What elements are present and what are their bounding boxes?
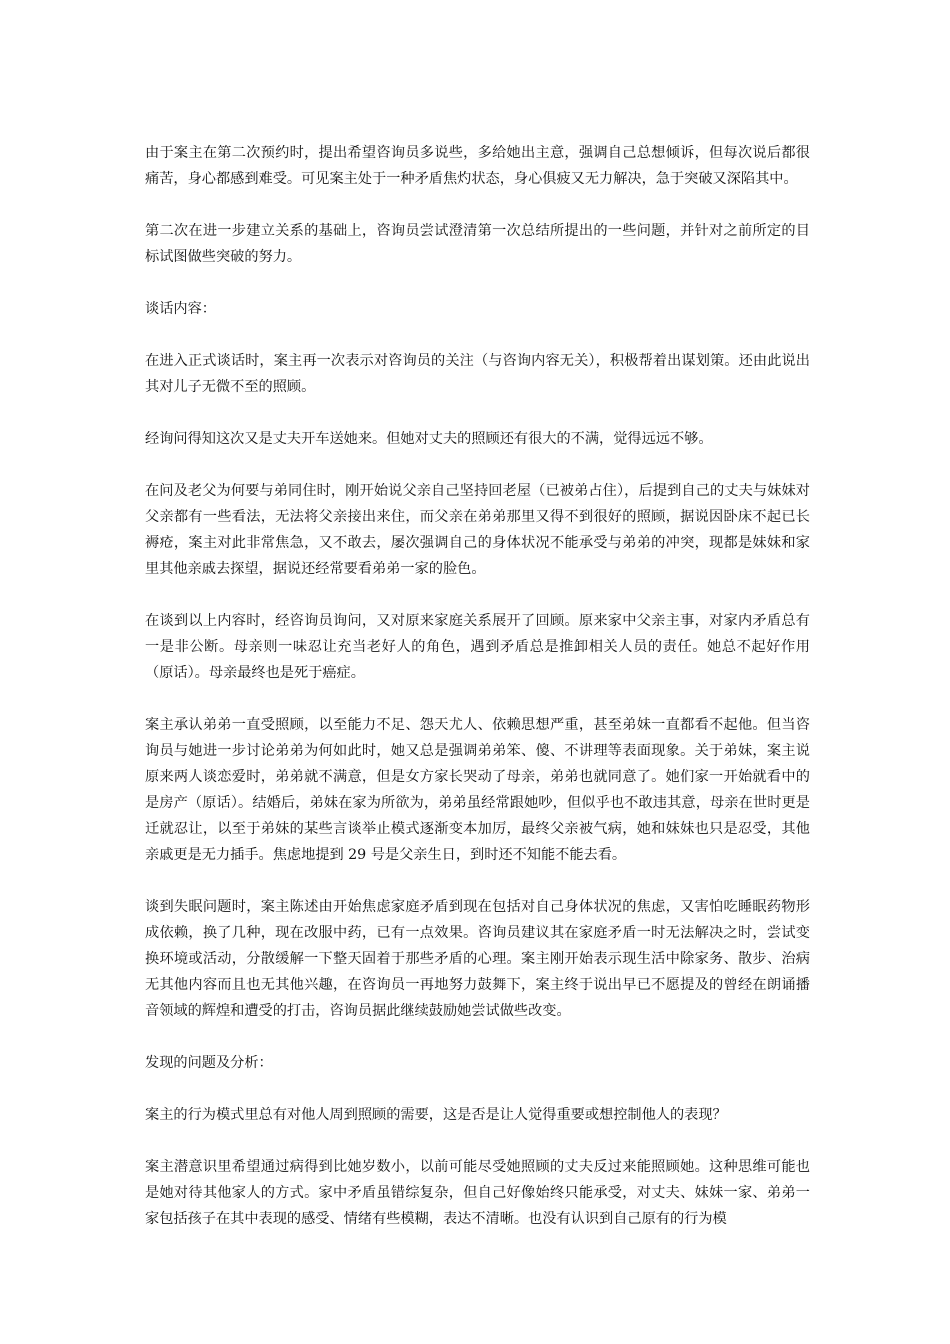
paragraph-analysis-question: 案主的行为模式里总有对他人周到照顾的需要，这是否是让人觉得重要或想控制他人的表现？ [145, 1107, 727, 1123]
paragraph-analysis-subconscious: 案主潜意识里希望通过病得到比她岁数小，以前可能尽受她照顾的丈夫反过来能照顾她。这种思维可能也是她对待其他家人的方式。家中矛盾虽错综复杂，但自己好像始终只能承受，对丈夫、妹妹一家、弟弟一家包括孩子在其中表现的感受、情绪有些模糊，表达不清晰。也没有认识到自己原有的行为模 [145, 1159, 810, 1227]
document-page [145, 140, 810, 1232]
section-heading-conversation: 谈话内容： [145, 301, 216, 317]
paragraph-conversation-start: 在进入正式谈话时，案主再一次表示对咨询员的关注（与咨询内容无关），积极帮着出谋划策。还由此说出其对儿子无微不至的照顾。 [145, 353, 810, 395]
paragraph-family-review: 在谈到以上内容时，经咨询员询问，又对原来家庭关系展开了回顾。原来家中父亲主事，对家内矛盾总有一是非公断。母亲则一味忍让充当老好人的角色，遇到矛盾总是推卸相关人员的责任。她总不起好作用（原话）。母亲最终也是死于癌症。 [145, 613, 810, 681]
paragraph-brother: 案主承认弟弟一直受照顾，以至能力不足、怨天尤人、依赖思想严重，甚至弟妹一直都看不起他。但当咨询员与她进一步讨论弟弟为何如此时，她又总是强调弟弟笨、傻、不讲理等表面现象。关于弟妹，案主说原来两人谈恋爱时，弟弟就不满意，但是女方家长哭动了母亲，弟弟也就同意了。她们家一开始就看中的是房产（原话）。结婚后，弟妹在家为所欲为，弟弟虽经常跟她吵，但似乎也不敢违其意，母亲在世时更是迁就忍让，以至于弟妹的某些言谈举止模式逐渐变本加厉，最终父亲被气病，她和妹妹也只是忍受，其他亲戚更是无力插手。焦虑地提到 29 号是父亲生日，到时还不知能不能去看。 [145, 717, 810, 863]
paragraph-insomnia: 谈到失眠问题时，案主陈述由开始焦虑家庭矛盾到现在包括对自己身体状况的焦虑，又害怕吃睡眠药物形成依赖，换了几种，现在改服中药，已有一点效果。咨询员建议其在家庭矛盾一时无法解决之时，尝试变换环境或活动，分散缓解一下整天固着于那些矛盾的心理。案主刚开始表示现生活中除家务、散步、治病无其他内容而且也无其他兴趣，在咨询员一再地努力鼓舞下，案主终于说出早已不愿提及的曾经在朗诵播音领域的辉煌和遭受的打击，咨询员据此继续鼓励她尝试做些改变。 [145, 899, 810, 1019]
paragraph-father: 在问及老父为何要与弟同住时，刚开始说父亲自己坚持回老屋（已被弟占住），后提到自己的丈夫与妹妹对父亲都有一些看法，无法将父亲接出来住，而父亲在弟弟那里又得不到很好的照顾，据说因卧床不起已长褥疮，案主对此非常焦急，又不敢去，屡次强调自己的身体状况不能承受与弟弟的冲突，现都是妹妹和家里其他亲戚去探望，据说还经常要看弟弟一家的脸色。 [145, 483, 810, 577]
paragraph-husband: 经询问得知这次又是丈夫开车送她来。但她对丈夫的照顾还有很大的不满，觉得远远不够。 [145, 431, 713, 447]
paragraph-second-session: 第二次在进一步建立关系的基础上，咨询员尝试澄清第一次总结所提出的一些问题，并针对之前所定的目标试图做些突破的努力。 [145, 223, 810, 265]
section-heading-analysis: 发现的问题及分析： [145, 1055, 273, 1071]
paragraph-intro: 由于案主在第二次预约时，提出希望咨询员多说些，多给她出主意，强调自己总想倾诉，但每次说后都很痛苦，身心都感到难受。可见案主处于一种矛盾焦灼状态，身心俱疲又无力解决，急于突破又深陷其中。 [145, 145, 810, 187]
